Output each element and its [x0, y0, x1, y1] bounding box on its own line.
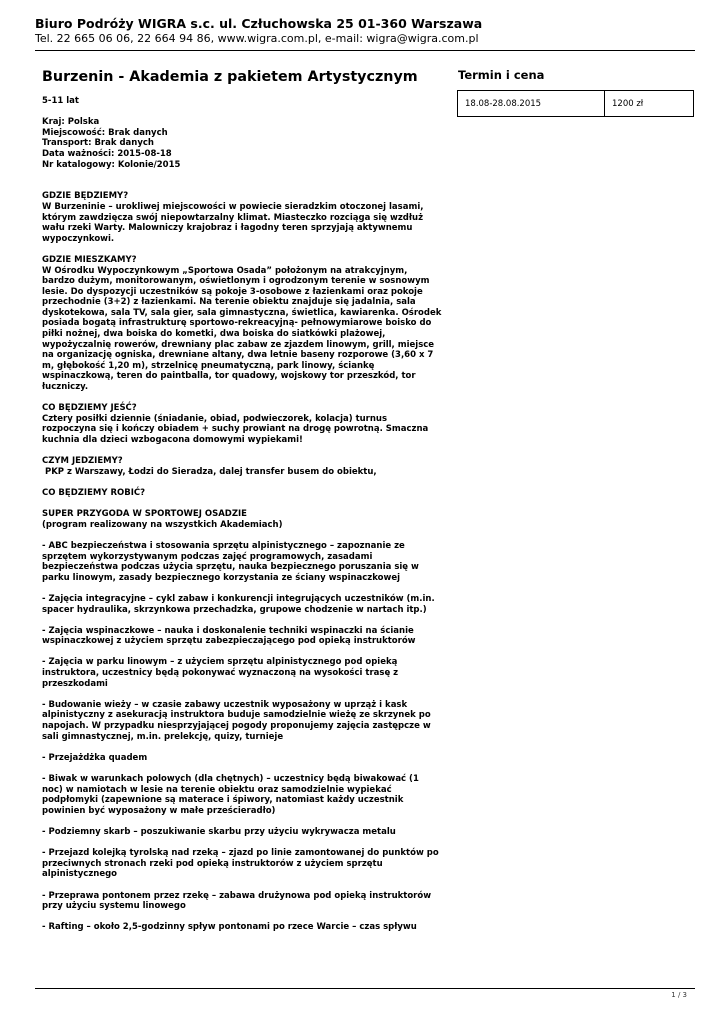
section-heading-eat: CO BĘDZIEMY JEŚĆ? [42, 403, 137, 414]
company-contact: Tel. 22 665 06 06, 22 664 94 86, www.wigra.com.pl, e-mail: wigra@wigra.com.pl [35, 32, 479, 45]
activity-item: - Budowanie wieży – w czasie zabawy uczestnik wyposażony w uprząż i kask alpinistyczny z asekuracją instruktora buduje samodzielnie wieżę ze skrzynek po napojach. W przypadku niesprzyjającej pogody proponujemy zajęcia zastępcze w sali gimnastycznej, m.in. prelekcję, quizy, turnieje [42, 699, 431, 742]
adventure-heading: SUPER PRZYGODA W SPORTOWEJ OSADZIE [42, 509, 247, 520]
activity-item: - Zajęcia wspinaczkowe – nauka i doskonalenie techniki wspinaczki na ścianie wspinaczkowej z użyciem sprzętu zabezpieczającego pod opieką instruktorów [42, 625, 416, 647]
activity-item: - Rafting – około 2,5-godzinny spływ pontonami po rzece Warcie – czas spływu [42, 922, 417, 933]
offer-content [42, 96, 442, 933]
section-text-stay: W Ośrodku Wypoczynkowym „Sportowa Osada” położonym na atrakcyjnym, bardzo dużym, monitorowanym, oświetlonym i ogrodzonym terenie w sosnowym lesie. Do dyspozycji uczestników są pokoje 3-osobowe z łazienkami oraz pokoje przechodnie (3+2) z łazienkami. Na terenie obiektu znajduje się jadalnia, sala dyskotekowa, sala TV, sala gier, sala gimnastyczna, świetlica, kawiarenka. Ośrodek posiada bogatą infrastrukturę sportowo-rekreacyjną- pełnowymiarowe boisko do piłki nożnej, dwa boiska do kometki, dwa boiska do siatkówki plażowej, wypożyczalnię rowerów, drewniany plac zabaw ze zjazdem linowym, grill, miejsce na organizację ogniska, drewniane altany, dwa letnie baseny rozporowe (3,60 x 7 m, głębokość 1,20 m), strzelnicę pneumatyczną, park linowy, ściankę wspinaczkową, teren do paintballa, tor quadowy, wojskowy tor przeszkód, tor łuczniczy. [42, 265, 442, 393]
company-name: Biuro Podróży WIGRA s.c. ul. Człuchowska 25 01-360 Warszawa [35, 16, 483, 31]
footer-divider [35, 988, 695, 989]
adventure-note: (program realizowany na wszystkich Akademiach) [42, 519, 283, 530]
activity-item: - Przejażdżka quadem [42, 752, 148, 763]
activity-item: - Podziemny skarb – poszukiwanie skarbu przy użyciu wykrywacza metalu [42, 826, 396, 837]
activity-item: - ABC bezpieczeństwa i stosowania sprzętu alpinistycznego – zapoznanie ze sprzętem wykorzystywanym podczas zajęć programowych, zasadami bezpieczeństwa podczas użycia sprzętu, nauka bezpiecznego poruszania się w parku linowym, zasady bezpiecznego korzystania ze ściany wspinaczkowej [42, 540, 419, 583]
terms-table [457, 90, 694, 117]
header-divider [35, 50, 695, 51]
page-number: 1 / 3 [671, 991, 687, 999]
section-text-travel: PKP z Warszawy, Łodzi do Sieradza, dalej transfer busem do obiektu, [42, 466, 377, 477]
detail-catalog-number: Nr katalogowy: Kolonie/2015 [42, 159, 181, 170]
activity-item: - Zajęcia w parku linowym – z użyciem sprzętu alpinistycznego pod opieką instruktora, uczestnicy będą pokonywać wyznaczoną na wysokości trasę z przeszkodami [42, 657, 399, 689]
activity-item: - Biwak w warunkach polowych (dla chętnych) – uczestnicy będą biwakować (1 noc) w namiotach w lesie na terenie obiektu oraz samodzielnie wypiekać podpłomyki (zapewnione są materace i śpiwory, natomiast każdy uczestnik powinien być wyposażony w małe prześcieradło) [42, 774, 419, 816]
section-heading-travel: CZYM JEDZIEMY? [42, 456, 123, 467]
offer-title: Burzenin - Akademia z pakietem Artystycznym [42, 69, 418, 85]
detail-place: Miejscowość: Brak danych [42, 127, 168, 138]
terms-title: Termin i cena [458, 68, 545, 82]
section-heading-where: GDZIE BĘDZIEMY? [42, 191, 129, 202]
activity-item: - Zajęcia integracyjne – cykl zabaw i konkurencji integrujących uczestników (m.in. spacer hydraulika, skrzynkowa przechadzka, grupowe chodzenie w nartach itp.) [42, 593, 435, 615]
section-heading-stay: GDZIE MIESZKAMY? [42, 254, 137, 265]
section-text-where: W Burzeninie – urokliwej miejscowości w powiecie sieradzkim otoczonej lasami, którym zawdzięcza swój niepowtarzalny klimat. Miasteczko rozciąga się wzdłuż wału rzeki Warty. Malowniczy krajobraz i łagodny teren sprzyjają aktywnemu wypoczynkowi. [42, 201, 424, 244]
term-dates: 18.08-28.08.2015 [458, 91, 605, 116]
term-price: 1200 zł [612, 98, 644, 109]
activity-item: - Przeprawa pontonem przez rzekę – zabawa drużynowa pod opieką instruktorów przy użyciu systemu linowego [42, 890, 432, 912]
section-heading-activities: CO BĘDZIEMY ROBIĆ? [42, 487, 146, 498]
page-header [35, 16, 695, 46]
offer-details [42, 117, 442, 170]
detail-transport: Transport: Brak danych [42, 138, 154, 149]
section-text-eat: Cztery posiłki dziennie (śniadanie, obiad, podwieczorek, kolacja) turnus rozpoczyna się i kończy obiadem + suchy prowiant na drogę powrotną. Smaczna kuchnia dla dzieci wzbogacona domowymi wypiekami! [42, 413, 429, 445]
detail-validity: Data ważności: 2015-08-18 [42, 148, 172, 159]
detail-country: Kraj: Polska [42, 117, 100, 128]
age-range: 5-11 lat [42, 96, 79, 106]
activity-item: - Przejazd kolejką tyrolską nad rzeką – zjazd po linie zamontowanej do punktów po przeciwnych stronach rzeki pod opieką instruktorów z użyciem sprzętu alpinistycznego [42, 848, 439, 880]
